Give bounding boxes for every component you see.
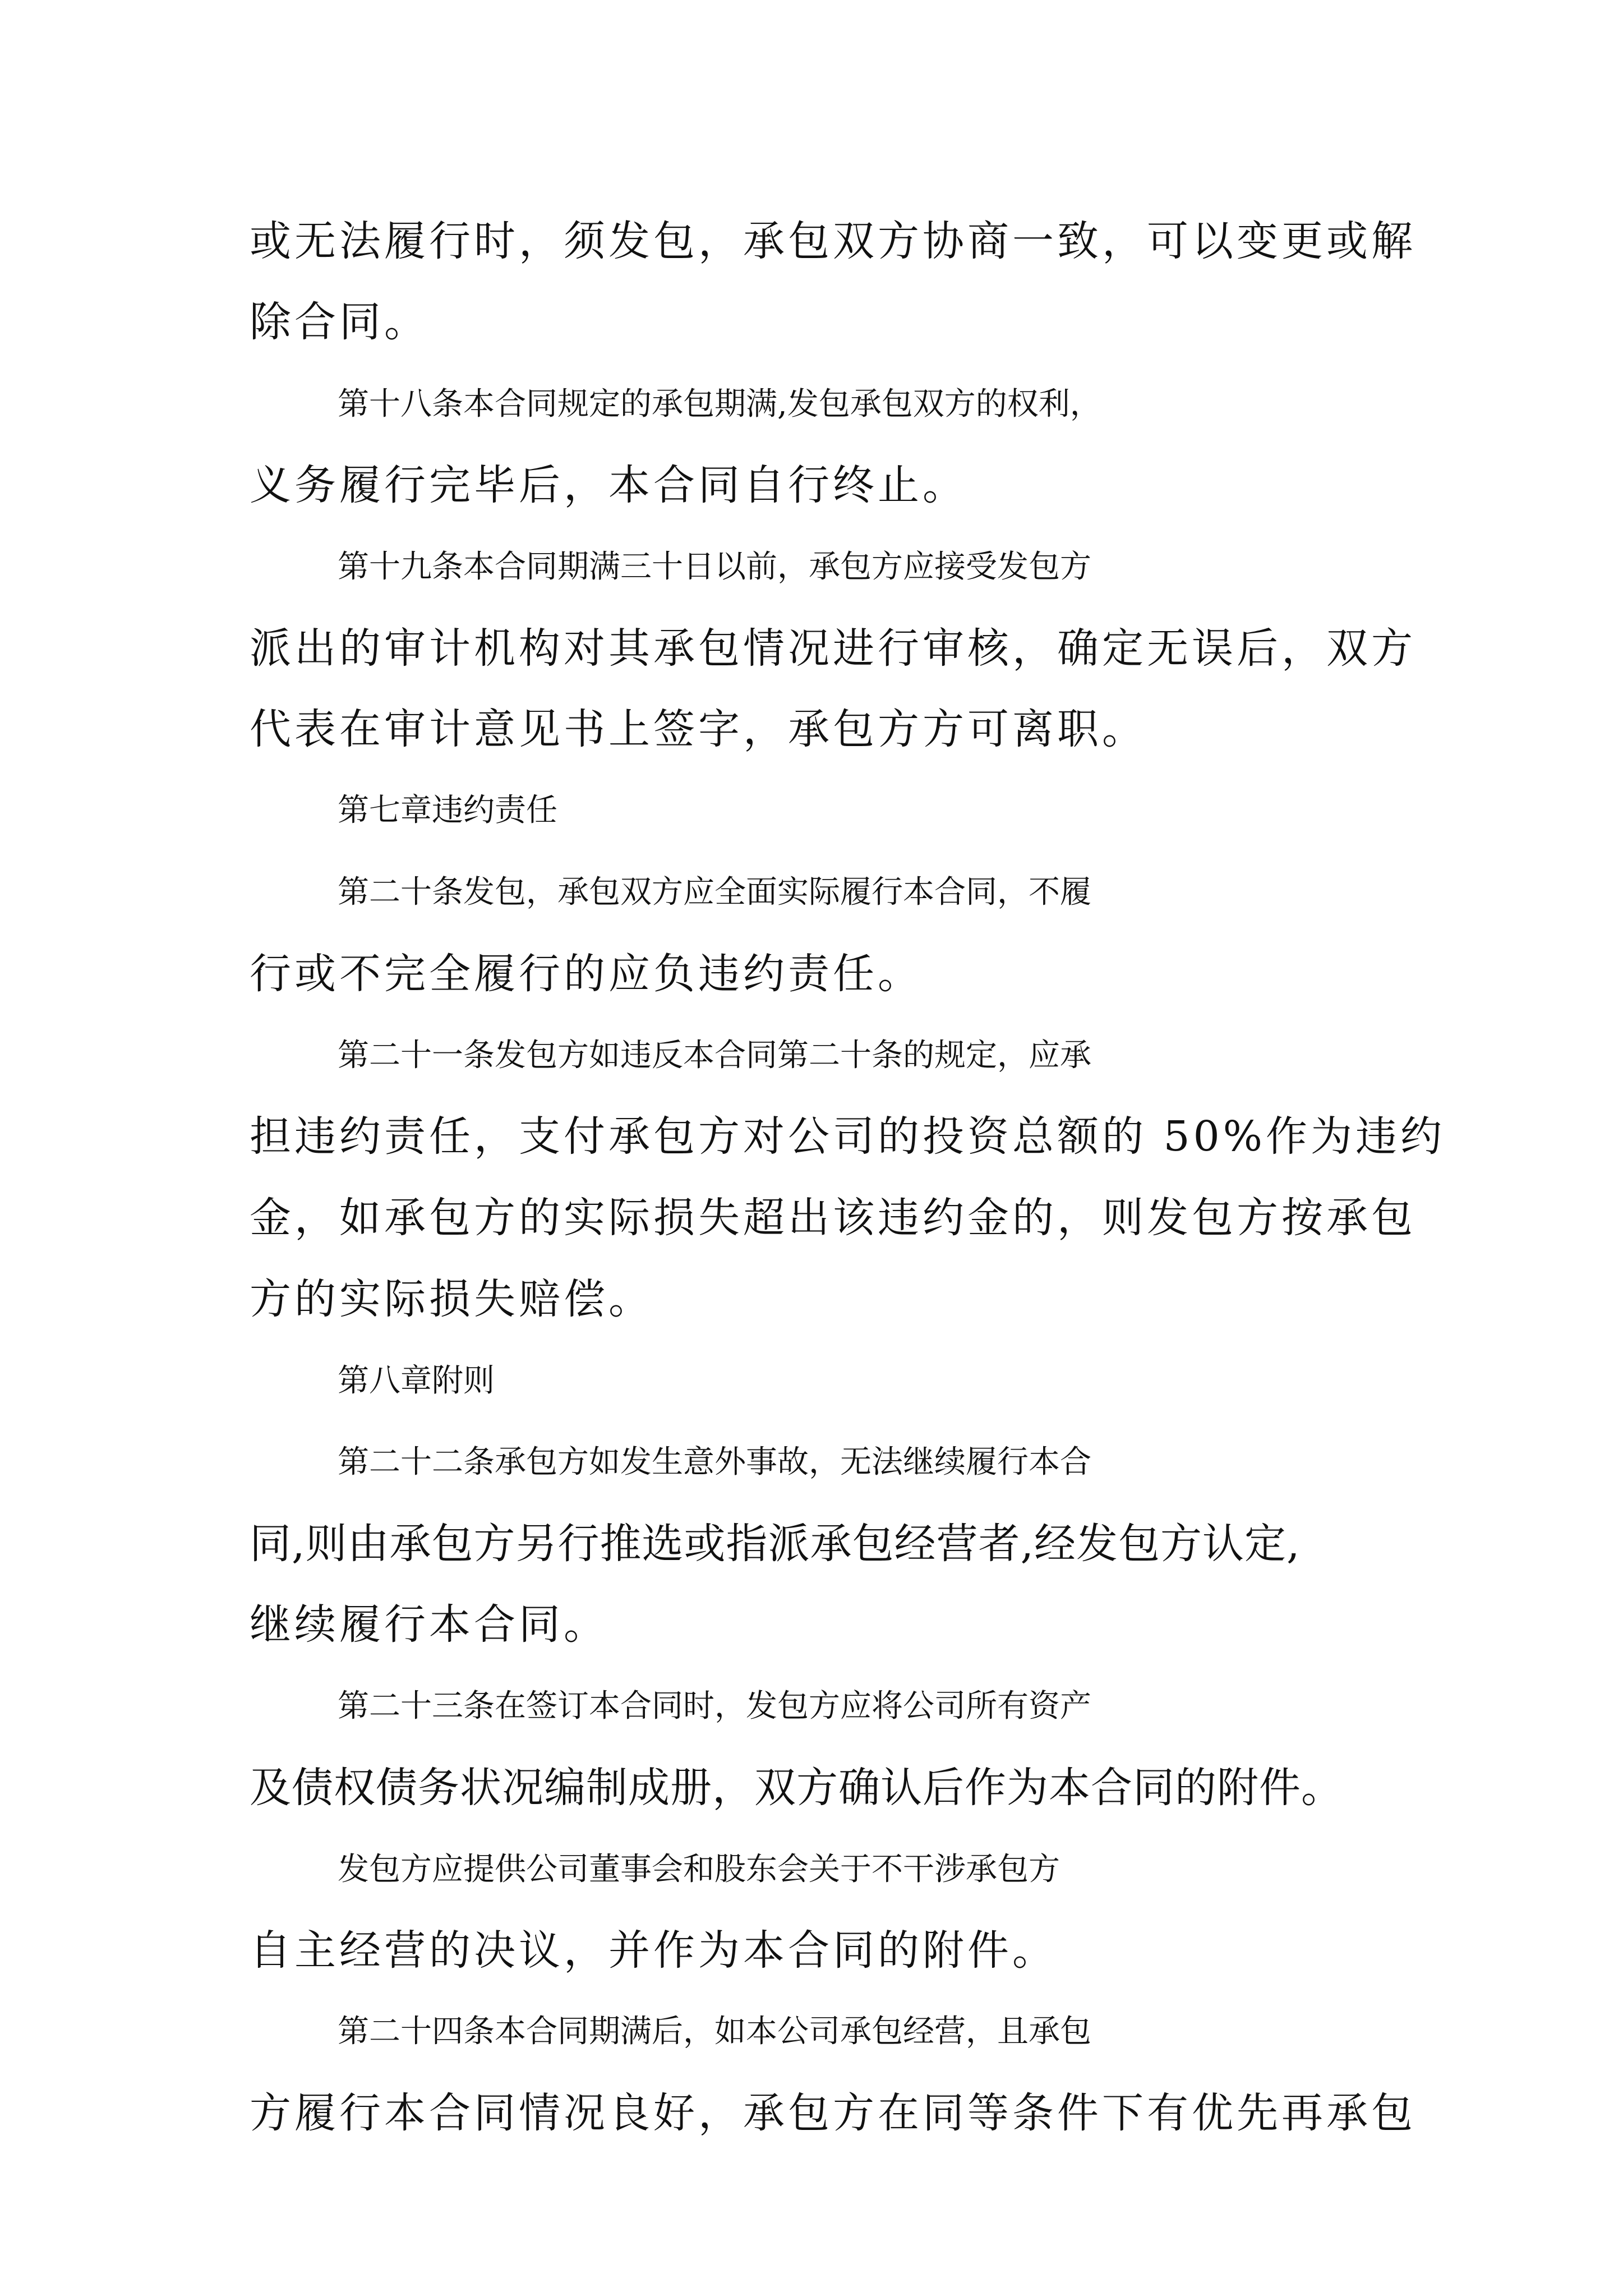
text-line: 第十九条本合同期满三十日以前，承包方应接受发包方 [338,549,1091,585]
text-line: 派出的审计机构对其承包情况进行审核，确定无误后，双方 [250,624,1416,673]
text-line: 发包方应提供公司董事会和股东会关于不干涉承包方 [338,1851,1060,1888]
text-line: 第二十二条承包方如发生意外事故，无法继续履行本合 [338,1444,1091,1480]
text-line: 第二十一条发包方如违反本合同第二十条的规定，应承 [338,1037,1091,1074]
text-line: 自主经营的决议，并作为本合同的附件。 [250,1926,1057,1975]
text-line: 第二十条发包，承包双方应全面实际履行本合同，不履 [338,874,1091,910]
section-heading: 第七章违约责任 [338,792,557,829]
text-line: 担违约责任，支付承包方对公司的投资总额的 50%作为违约 [250,1112,1445,1161]
text-line: 第二十四条本合同期满后，如本公司承包经营，且承包 [338,2013,1091,2050]
text-line: 义务履行完毕后，本合同自行终止。 [250,461,967,509]
text-line: 第十八条本合同规定的承包期满,发包承包双方的权利， [338,386,1101,422]
text-line: 代表在审计意见书上签字，承包方方可离职。 [250,705,1147,753]
text-line: 金，如承包方的实际损失超出该违约金的，则发包方按承包 [250,1194,1416,1242]
section-heading: 第八章附则 [338,1363,495,1399]
text-line: 或无法履行时，须发包，承包双方协商一致，可以变更或解 [250,217,1416,265]
text-line: 方的实际损失赔偿。 [250,1275,653,1323]
text-line: 同,则由承包方另行推选或指派承包经营者,经发包方认定, [250,1520,1301,1568]
text-line: 方履行本合同情况良好，承包方在同等条件下有优先再承包 [250,2089,1416,2137]
text-line: 继续履行本合同。 [250,1600,608,1649]
text-line: 行或不完全履行的应负违约责任。 [250,950,923,998]
text-line: 第二十三条在签订本合同时，发包方应将公司所有资产 [338,1688,1091,1724]
text-line: 及债权债务状况编制成册，双方确认后作为本合同的附件。 [250,1764,1343,1812]
text-line: 除合同。 [250,298,429,346]
